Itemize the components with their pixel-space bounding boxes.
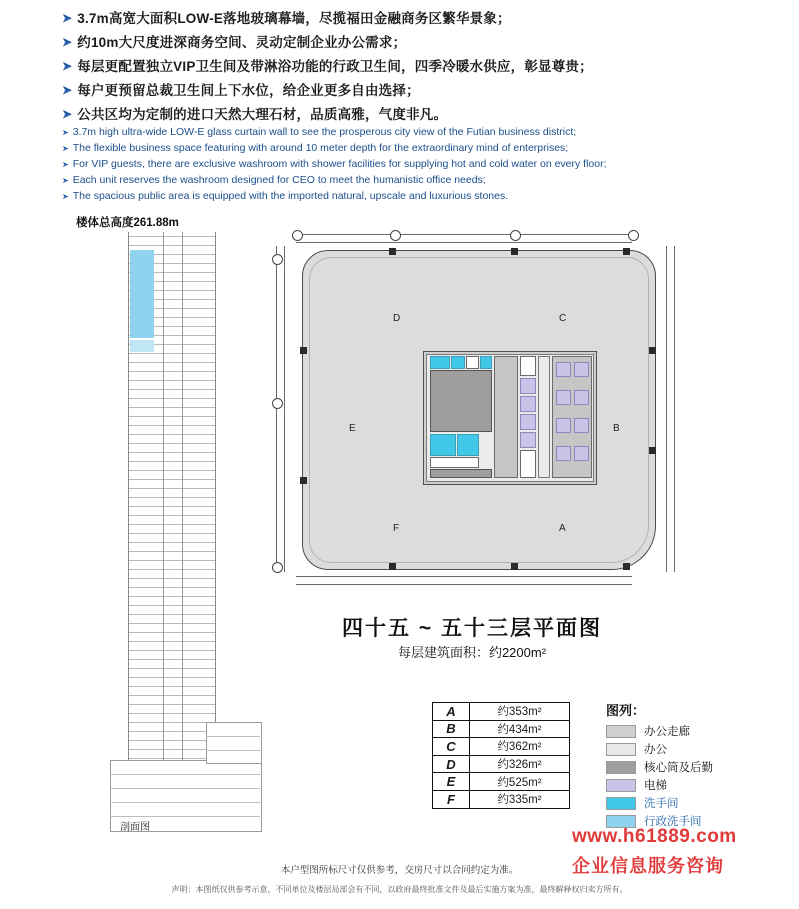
list-item-label: The flexible business space featuring with around 10 meter depth for the extraordinary mind of enterprises; — [72, 142, 569, 154]
list-item — [62, 32, 762, 53]
lift-lobby — [494, 356, 518, 478]
podium-outline — [110, 700, 260, 830]
legend-item — [606, 722, 786, 740]
area-value: 约353m² — [470, 703, 570, 721]
legend-item — [606, 758, 786, 776]
column-marker — [389, 248, 396, 255]
corridor-ring — [426, 354, 594, 482]
grid-marker — [272, 562, 283, 573]
list-item — [62, 125, 762, 141]
legend — [606, 722, 786, 830]
area-value: 约335m² — [470, 790, 570, 808]
elevator-car — [520, 378, 536, 394]
dimension-line-left-2 — [284, 246, 285, 572]
area-value: 约362m² — [470, 738, 570, 756]
legend-item — [606, 794, 786, 812]
dimension-line-top — [296, 234, 632, 235]
elevator-car — [574, 390, 589, 405]
legend-item — [606, 776, 786, 794]
area-key: A — [433, 703, 470, 721]
plan-subtitle: 每层建筑面积：约2200m² — [397, 645, 547, 660]
list-item-label: 每层更配置独立VIP卫生间及带淋浴功能的行政卫生间，四季冷暖水供应，彰显尊贵； — [77, 59, 593, 74]
elevator-car — [574, 446, 589, 461]
zone-label-e: E — [349, 423, 356, 434]
legend-swatch — [606, 779, 636, 792]
legend-swatch — [606, 797, 636, 810]
column-marker — [300, 347, 307, 354]
chevron-right-icon: ➤ — [62, 128, 69, 137]
elevator-car — [520, 396, 536, 412]
elevator-car — [574, 418, 589, 433]
washroom-block — [430, 434, 456, 456]
elevator-car — [520, 432, 536, 448]
column-marker — [623, 563, 630, 570]
watermark-url: www.h61889.com — [572, 826, 737, 847]
list-item — [62, 141, 762, 157]
podium-right-block — [206, 722, 262, 764]
zone-label-a: A — [559, 523, 566, 534]
table-row — [433, 755, 570, 773]
list-item — [62, 173, 762, 189]
footnote-primary: 本户型图所标尺寸仅供参考，交房尺寸以合同约定为准。 — [280, 865, 519, 876]
feature-list-cn — [62, 8, 762, 128]
stair-core — [520, 450, 536, 478]
table-row — [433, 773, 570, 791]
column-marker — [389, 563, 396, 570]
elevator-car — [520, 414, 536, 430]
table-row — [433, 703, 570, 721]
washroom-block — [430, 356, 450, 369]
list-item — [62, 189, 762, 205]
zone-label-c: C — [559, 313, 567, 324]
podium-line — [110, 816, 260, 817]
column-marker — [649, 347, 656, 354]
washroom-block — [451, 356, 465, 369]
area-key: B — [433, 720, 470, 738]
plan-title: 四十五 ~ 五十三层平面图 — [342, 617, 602, 640]
elevator-car — [556, 446, 571, 461]
legend-swatch — [606, 725, 636, 738]
list-item-label: 3.7m high ultra-wide LOW-E glass curtain wall to see the prosperous city view of the Futian business district; — [72, 126, 577, 138]
legend-label: 行政洗手间 — [644, 816, 702, 828]
list-item-label: 公共区均为定制的进口天然大理石材，品质高雅，气度非凡。 — [77, 107, 448, 122]
column-marker — [511, 563, 518, 570]
column-marker — [623, 248, 630, 255]
core-service-block — [430, 469, 492, 478]
building-height-label: 楼体总高度261.88m — [76, 217, 179, 229]
floor-plan-drawing — [262, 228, 687, 593]
elevator-car — [574, 362, 589, 377]
podium-line — [110, 788, 260, 789]
podium-line — [110, 802, 260, 803]
dimension-line-bottom-2 — [296, 584, 632, 585]
grid-marker — [390, 230, 401, 241]
column-marker — [300, 477, 307, 484]
chevron-right-icon: ➤ — [62, 107, 73, 121]
list-item — [62, 8, 762, 29]
service-room — [466, 356, 479, 369]
list-item — [62, 104, 762, 125]
list-item-label: Each unit reserves the washroom designed for CEO to meet the humanistic office needs; — [72, 174, 486, 186]
list-item — [62, 80, 762, 101]
chevron-right-icon: ➤ — [62, 192, 69, 201]
legend-label: 洗手间 — [644, 798, 679, 810]
zone-label-b: B — [613, 423, 620, 434]
dimension-line-top-2 — [296, 242, 632, 243]
column-marker — [511, 248, 518, 255]
area-value: 约326m² — [470, 755, 570, 773]
grid-marker — [272, 398, 283, 409]
list-item-label: 3.7m高宽大面积LOW-E落地玻璃幕墙，尽揽福田金融商务区繁华景象； — [77, 11, 511, 26]
table-row — [433, 720, 570, 738]
list-item-label: 每户更预留总裁卫生间上下水位，给企业更多自由选择； — [77, 83, 420, 98]
grid-marker — [272, 254, 283, 265]
highlight-band-upper — [130, 250, 154, 338]
area-key: D — [433, 755, 470, 773]
elevator-car — [556, 362, 571, 377]
grid-marker — [292, 230, 303, 241]
area-value: 约525m² — [470, 773, 570, 791]
chevron-right-icon: ➤ — [62, 144, 69, 153]
plan-outline — [302, 250, 656, 570]
table-row — [433, 738, 570, 756]
legend-swatch — [606, 761, 636, 774]
core-block — [423, 351, 597, 485]
legend-swatch — [606, 743, 636, 756]
washroom-block — [480, 356, 492, 369]
grid-marker — [628, 230, 639, 241]
list-item — [62, 157, 762, 173]
legend-label: 办公 — [644, 744, 667, 756]
column-marker — [649, 447, 656, 454]
zone-label-d: D — [393, 313, 401, 324]
table-row — [433, 790, 570, 808]
dimension-line-right-2 — [674, 246, 675, 572]
dimension-line-bottom — [296, 576, 632, 577]
legend-item — [606, 740, 786, 758]
area-table — [432, 702, 570, 809]
legend-label: 电梯 — [644, 780, 667, 792]
legend-label: 核心筒及后勤 — [644, 762, 713, 774]
section-drawing — [110, 232, 260, 832]
podium-line — [110, 774, 260, 775]
area-key: F — [433, 790, 470, 808]
area-key: C — [433, 738, 470, 756]
right-core-block — [552, 356, 592, 478]
stair-core — [520, 356, 536, 376]
list-item-label: For VIP guests, there are exclusive washroom with shower facilities for supplying hot and cold water on every floor; — [72, 158, 607, 170]
elevator-car — [556, 418, 571, 433]
list-item-label: The spacious public area is equipped with the imported natural, upscale and luxurious stones. — [72, 190, 509, 202]
washroom-block — [457, 434, 479, 456]
zone-label-f: F — [393, 523, 400, 534]
legend-label: 办公走廊 — [644, 726, 690, 738]
chevron-right-icon: ➤ — [62, 59, 73, 73]
elevator-car — [556, 390, 571, 405]
podium-line — [206, 750, 260, 751]
section-caption: 剖面图 — [120, 822, 150, 833]
chevron-right-icon: ➤ — [62, 35, 73, 49]
grid-marker — [510, 230, 521, 241]
service-room — [430, 457, 479, 468]
footnote-disclaimer: 声明：本图纸仅供参考示意，不同单位及楼层局部会有不同，以政府最终批准文件及最后实施方案为准，最终解释权归卖方所有。 — [171, 885, 628, 894]
chevron-right-icon: ➤ — [62, 176, 69, 185]
chevron-right-icon: ➤ — [62, 83, 73, 97]
legend-title: 图列： — [606, 703, 646, 718]
dimension-line-left — [276, 246, 277, 572]
area-value: 约434m² — [470, 720, 570, 738]
feature-list-en — [62, 125, 762, 205]
chevron-right-icon: ➤ — [62, 160, 69, 169]
core-service-block — [430, 370, 492, 432]
list-item — [62, 56, 762, 77]
highlight-band-lower — [130, 340, 154, 352]
watermark-text: 企业信息服务咨询 — [572, 856, 724, 876]
podium-line — [206, 736, 260, 737]
chevron-right-icon: ➤ — [62, 11, 73, 25]
list-item-label: 约10m大尺度进深商务空间、灵动定制企业办公需求； — [77, 35, 407, 50]
core-corridor — [538, 356, 550, 478]
area-key: E — [433, 773, 470, 791]
dimension-line-right — [666, 246, 667, 572]
